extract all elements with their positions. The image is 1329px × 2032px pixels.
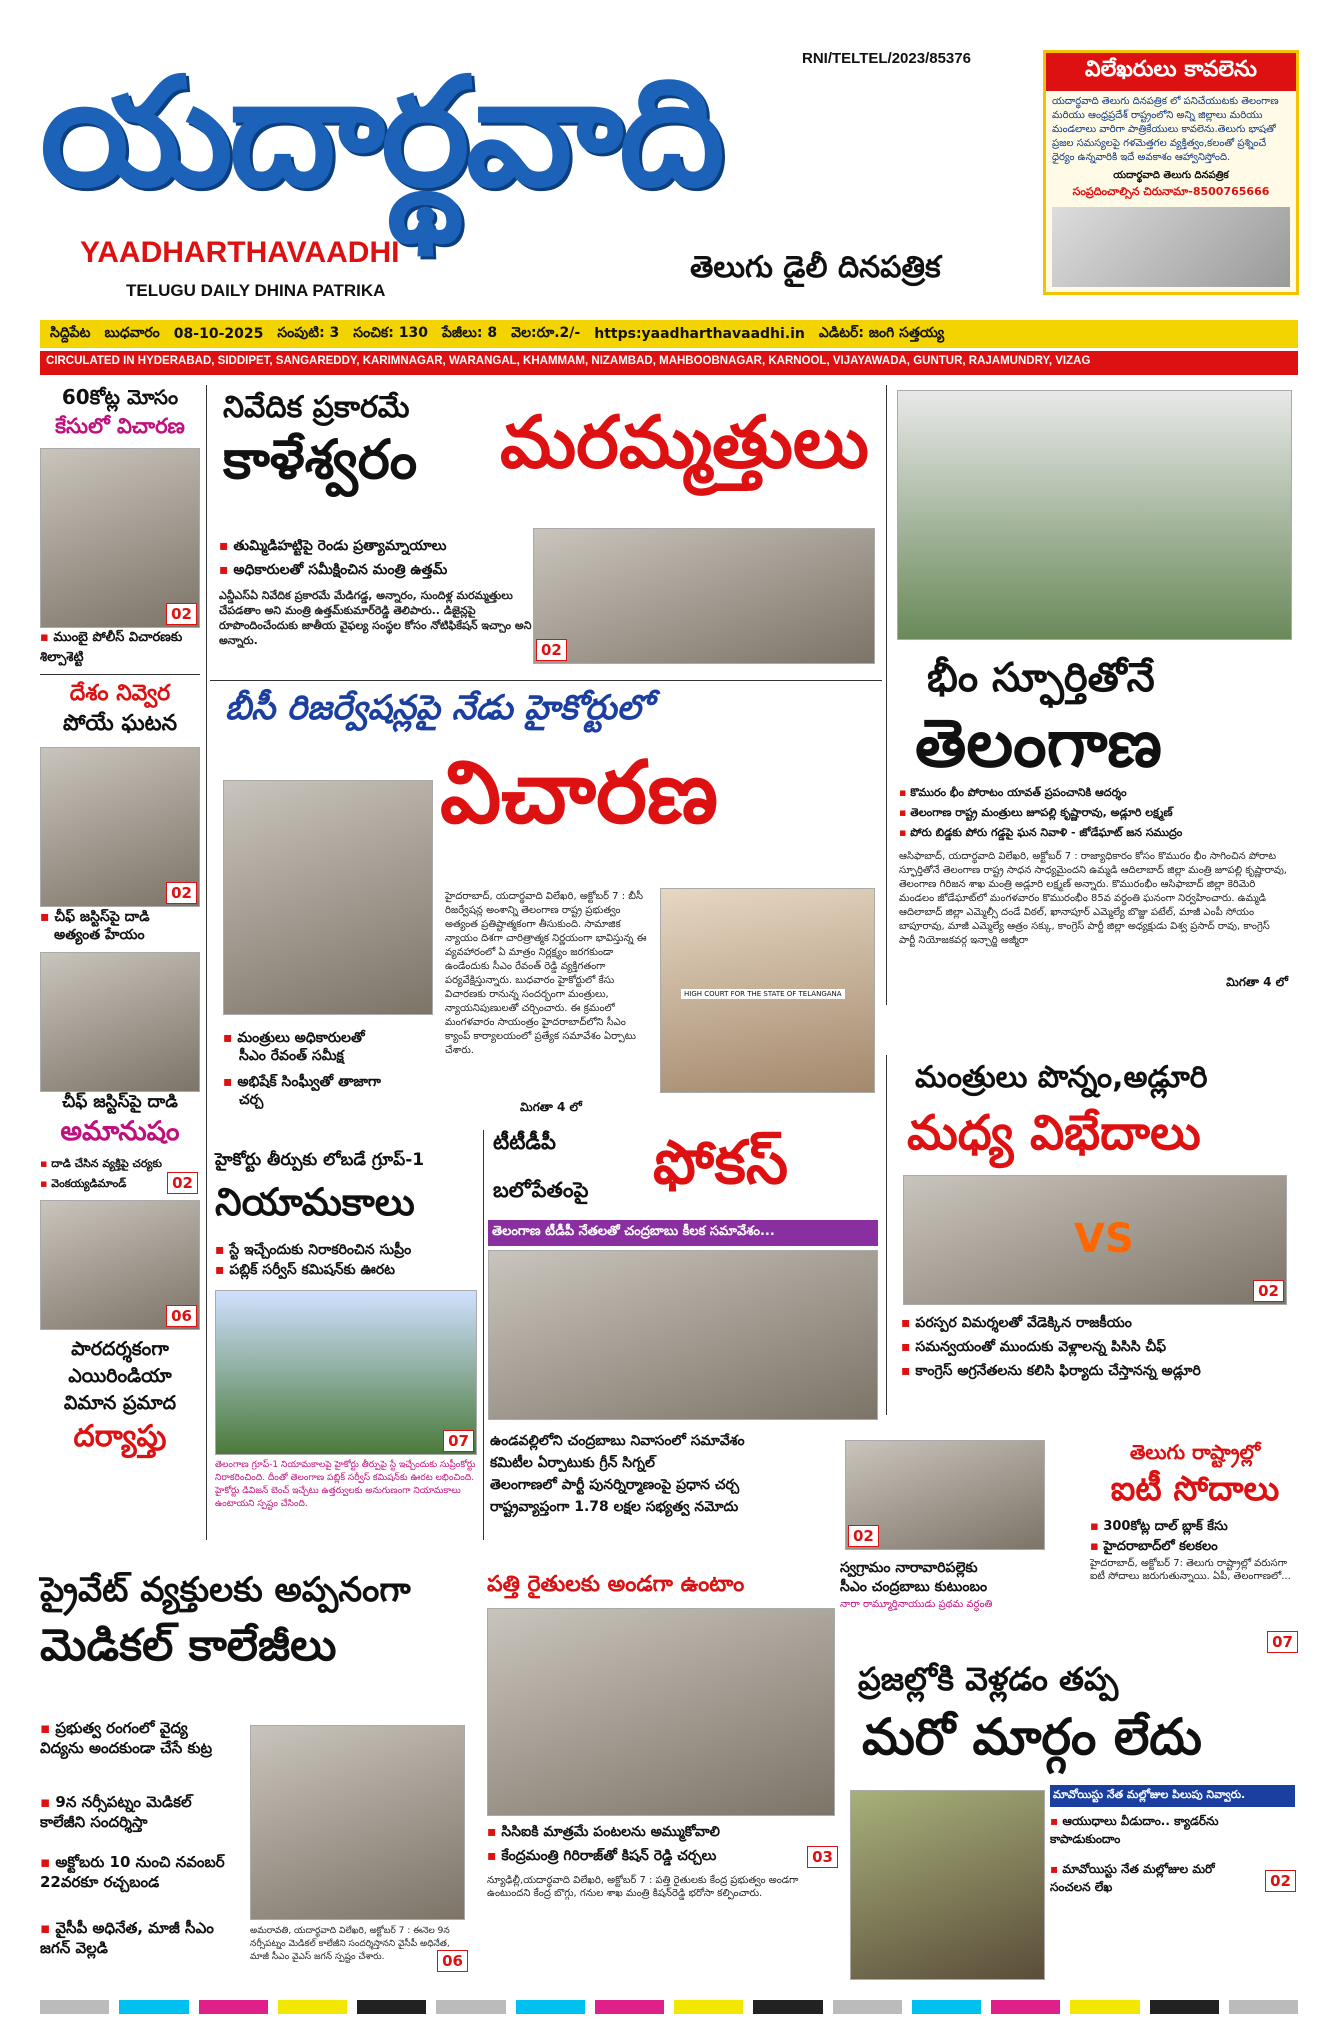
ponnam-b1: ▪ పరస్పర విమర్శలతో వేడెక్కిన రాజకీయం bbox=[901, 1313, 1132, 1333]
s4-head1: పారదర్శకంగా bbox=[71, 1338, 169, 1360]
vs-mark: VS bbox=[1074, 1216, 1134, 1262]
it-story bbox=[1090, 1440, 1300, 1655]
tdp-kicker1: టీటీడీపీ bbox=[493, 1130, 556, 1154]
s4-head4: దర్యాప్తు bbox=[73, 1419, 167, 1454]
bheem-b1: ▪ కొమురం భీం పోరాటం యావత్ ప్రపంచానికి ఆదర్శం bbox=[899, 785, 1127, 801]
it-head1: తెలుగు రాష్ట్రాల్లో bbox=[1129, 1440, 1261, 1464]
bc-bullet2: ▪ అభిషేక్ సింఘ్వీతో తాజాగా bbox=[223, 1072, 433, 1092]
english-subtitle: TELUGU DAILY DHINA PATRIKA bbox=[126, 281, 386, 300]
kaleshwaram-story bbox=[215, 390, 880, 675]
g1-b1: ▪ స్టే ఇచ్చేందుకు నిరాకరించిన సుప్రీం bbox=[215, 1240, 477, 1260]
s2-caption2: అత్యంత హేయం bbox=[54, 927, 145, 943]
s3-caption: చీఫ్ జస్టిస్‌పై దాడి bbox=[62, 1092, 178, 1112]
tdp-meeting-photo bbox=[488, 1250, 878, 1420]
g1-b2: ▪ పబ్లిక్ సర్వీస్ కమిషన్‌కు ఊరట bbox=[215, 1260, 477, 1280]
med-head1: ప్రైవేట్ వ్యక్తులకు అప్పనంగా bbox=[40, 1570, 411, 1610]
high-court-photo bbox=[660, 888, 875, 1093]
medical-story bbox=[40, 1570, 468, 1990]
kal-page: 02 bbox=[536, 639, 567, 661]
court-sign: HIGH COURT FOR THE STATE OF TELANGANA bbox=[681, 989, 845, 999]
g1-page: 07 bbox=[443, 1430, 474, 1452]
group1-story bbox=[215, 1150, 477, 1540]
s4-page: 06 bbox=[166, 1305, 197, 1327]
bheem-head1: భీం స్ఫూర్తితోనే bbox=[927, 655, 1155, 701]
bheem-cont: మిగతా 4 లో bbox=[1226, 975, 1288, 989]
ponnam-head1: మంత్రులు పొన్నం,అడ్లూరి bbox=[915, 1060, 1208, 1095]
reporters-wanted-ad bbox=[1043, 50, 1299, 295]
cotton-b1: ▪ సిసిఐకి మాత్రమే పంటలను అమ్ముకోవాలి bbox=[487, 1822, 720, 1842]
tdp-kicker2: బలోపేతంపై bbox=[493, 1178, 589, 1202]
naravari-photo bbox=[845, 1440, 1045, 1550]
kal-bullet1: ▪ తుమ్మిడిహట్టిపై రెండు ప్రత్యామ్నాయాలు bbox=[219, 536, 519, 556]
bheem-head2: తెలంగాణ bbox=[915, 705, 1162, 782]
rni-number: RNI/TELTEL/2023/85376 bbox=[802, 50, 971, 67]
tdp-story bbox=[488, 1128, 883, 1548]
ponnam-head2: మధ్య విభేదాలు bbox=[907, 1105, 1201, 1161]
med-body: అమరావతి, యదార్థవాది విలేఖరి, అక్టోబర్ 7 : ఈనెల 9న నర్సీపట్నం మెడికల్ కాలేజీని సందర్శిస్తానని వైసీపీ అధినేత, మాజీ సీఎం వైఎస్ జగన్ స్పష్టం చేశారు. bbox=[250, 1926, 450, 1962]
naravari-head2: సీఎం చంద్రబాబు కుటుంబం bbox=[840, 1579, 988, 1595]
s2-head1: దేశం నివ్వెర bbox=[69, 681, 171, 706]
s1-head1: 60కోట్ల మోసం bbox=[61, 385, 179, 409]
naravari-head1: స్వగ్రామం నారావారిపల్లెకు bbox=[840, 1560, 978, 1576]
maoist-page: 02 bbox=[1265, 1870, 1296, 1892]
date: 08-10-2025 bbox=[173, 326, 264, 342]
bc-head1: బీసీ రిజర్వేషన్లపై నేడు హైకోర్టులో bbox=[225, 688, 652, 728]
maoist-b1: ▪ ఆయుధాలు వీడుదాం.. క్యాడర్‌ను కాపాడుకుందాం bbox=[1050, 1812, 1250, 1848]
logo-text: యదార్థవాది bbox=[40, 46, 721, 220]
naravari-sub: నారా రామ్మూర్తినాయుడు ప్రథమ వర్ధంతి bbox=[840, 1599, 993, 1610]
g1-caption: తెలంగాణ గ్రూప్-1 నియామకాలపై హైకోర్టు తీర్పుపై స్టే ఇచ్చేందుకు సుప్రీంకోర్టు నిరాకరించింది. దీంతో తెలంగాణ పబ్లిక్ సర్వీస్ కమిషన్‌కు ఊరట లభించింది. హైకోర్టు డివిజన్ బెంచ్ ఇచ్చేటు ఉత్తర్వులకు అనుగుణంగా నియామకాలు ఉంటాయని స్పష్టం చేసింది. bbox=[215, 1460, 476, 1509]
s4-head2: ఎయిరిండియా bbox=[68, 1365, 172, 1387]
divider bbox=[40, 674, 200, 675]
ad-name: యదార్థవాది తెలుగు దినపత్రిక bbox=[1113, 170, 1229, 181]
it-b1: ▪ 300కోట్ల దాల్ బ్లాక్ కేసు bbox=[1090, 1517, 1300, 1537]
s2-caption1: ▪ చీఫ్ జస్టిస్‌పై దాడి bbox=[40, 907, 200, 927]
ad-heading: విలేఖరులు కావలెను bbox=[1046, 53, 1296, 91]
kal-head-red: మరమ్మత్తులు bbox=[500, 400, 869, 484]
s4-head3: విమాన ప్రమాద bbox=[63, 1392, 177, 1414]
it-b2: ▪ హైదరాబాద్‌లో కలకలం bbox=[1090, 1537, 1300, 1557]
tdp-l1: ఉండవల్లిలోని చంద్రబాబు నివాసంలో సమావేశం bbox=[490, 1433, 745, 1449]
s3-bullet2: ▪ వెంకయ్యడిమాండ్ bbox=[40, 1174, 200, 1194]
bc-story bbox=[215, 688, 880, 1118]
bheem-story bbox=[886, 385, 1298, 1005]
s1-head2: కేసులో విచారణ bbox=[55, 414, 185, 438]
tdp-l4: రాష్ట్రవ్యాప్తంగా 1.78 లక్షల సభ్యత్వ నమోదు bbox=[490, 1499, 739, 1515]
bheem-photo bbox=[897, 390, 1292, 640]
editor: ఎడిటర్: జంగి సత్తయ్య bbox=[818, 324, 945, 341]
issue: సంచిక: 130 bbox=[353, 324, 428, 341]
s1-caption: ▪ ముంబై పోలీస్ విచారణకు శిల్పాశెట్టి bbox=[40, 628, 200, 668]
price: వెల:రూ.2/- bbox=[511, 324, 581, 341]
kal-bullet2: ▪ అధికారులతో సమీక్షించిన మంత్రి ఉత్తమ్ bbox=[219, 560, 539, 580]
left-column bbox=[40, 385, 200, 1540]
bc-head2: విచారణ bbox=[440, 743, 719, 843]
cotton-body: న్యూఢిల్లీ,యదార్థవాది విలేఖరి, అక్టోబర్ 7 : పత్తి రైతులకు కేంద్ర ప్రభుత్వం అండగా ఉంటుందని కేంద్ర బొగ్గు, గనుల శాఖ మంత్రి కిషన్‌రెడ్డి భరోసా కల్పించారు. bbox=[487, 1875, 799, 1899]
cotton-story bbox=[482, 1572, 840, 1992]
ad-contact: సంప్రదించాల్సిన చిరునామా-8500765666 bbox=[1072, 185, 1270, 198]
cotton-b2: ▪ కేంద్రమంత్రి గిరిరాజ్‌తో కిషన్ రెడ్డి చర్చలు bbox=[487, 1846, 716, 1866]
pages: పేజీలు: 8 bbox=[441, 324, 498, 341]
revanth-photo bbox=[223, 780, 433, 1015]
maoist-head1: ప్రజల్లోకి వెళ్లడం తప్ప bbox=[858, 1660, 1119, 1698]
ad-image bbox=[1052, 207, 1290, 287]
ponnam-page: 02 bbox=[1253, 1280, 1284, 1302]
bheem-b3: ▪ పోరు బిడ్డకు పోరు గడ్డపై ఘన నివాళి - జోడేఘాట్ జన సముద్రం bbox=[899, 825, 1182, 841]
bheem-body: ఆసిఫాబాద్, యదార్థవాది విలేఖరి, అక్టోబర్ 7 : రాజ్యాధికారం కోసం కొమురం భీం సాగించిన పోరాట స్ఫూర్తితోనే తెలంగాణ రాష్ట్ర సాధన సాధ్యమైందని ఉమ్మడి ఆదిలాబాద్ జిల్లా మంత్రి జూపల్లి కృష్ణారావు, తెలంగాణ గిరిజన శాఖ మంత్రి అడ్లూరి లక్ష్మణ్ అన్నారు. కొమురంభీం ఆసిఫాబాద్ జిల్లా కెరిమెరి మండలం జోడేఘాట్‌లో మంగళవారం కొమురంభీం 85వ వర్ధంతి ఘనంగా నిర్వహించారు. ఉమ్మడి ఆదిలాబాద్ జిల్లా ఎమ్మెల్సీ దండే విఠల్, ఖానాపూర్ ఎమ్మెల్యే బొజ్జు పటేల్, మాజీ ఎంపీ సోయం బాపూరావు, మాజీ ఎమ్మెల్యే ఆత్రం సక్కు, కాంగ్రెస్ పార్టీ జిల్లా అధ్యక్షుడు విశ్వ ప్రసాద్ రావు, కాంగ్రెస్ పార్టీ నియోజకవర్గ ఇన్చార్జి అజ్మీరా bbox=[899, 851, 1287, 946]
place: సిద్దిపేట bbox=[50, 324, 91, 341]
kal-head: కాళేశ్వరం bbox=[223, 428, 418, 491]
s3-bullet1: ▪ దాడి చేసిన వ్యక్తిపై చర్యకు bbox=[40, 1154, 200, 1174]
naravari-page: 02 bbox=[848, 1525, 879, 1547]
s3-page: 02 bbox=[167, 1172, 198, 1194]
color-registration-bar bbox=[40, 2000, 1298, 2014]
day: బుధవారం bbox=[104, 324, 160, 341]
cotton-page: 03 bbox=[807, 1846, 838, 1868]
med-b3: ▪ అక్టోబరు 10 నుంచి నవంబర్ 22వరకూ రచ్చబండ bbox=[40, 1852, 235, 1892]
kal-meeting-photo bbox=[533, 528, 875, 664]
med-head2: మెడికల్ కాలేజీలు bbox=[40, 1620, 337, 1671]
ponnam-story bbox=[886, 1055, 1298, 1415]
med-b4: ▪ వైసీపీ అధినేత, మాజీ సీఎం జగన్ వెల్లడి bbox=[40, 1918, 235, 1958]
ponnam-b2: ▪ సమన్వయంతో ముందుకు వెళ్లాలన్న పిసిసి చీఫ్ bbox=[901, 1337, 1166, 1357]
volume: సంపుటి: 3 bbox=[277, 324, 340, 341]
issue-info-bar bbox=[40, 320, 1298, 348]
ad-text: యదార్థవాది తెలుగు దినపత్రిక లో పనిచేయుటకు తెలంగాణ మరియు ఆంధ్రప్రదేశ్ రాష్ట్రంలోని అన్ని జిల్లాలు మరియు మండలాలు వారిగా పాత్రికేయులు కావలెను.తెలుగు భాషతో ప్రజల సమస్యలపై గళమెత్తగల వ్యక్తిత్వం,కలంతో ప్రశ్నించే ధైర్యం ఉన్నవారికి ఇదే అవకాశం ఆహ్వానిస్తోంది. bbox=[1052, 96, 1279, 163]
s2-page: 02 bbox=[166, 882, 197, 904]
masthead-logo bbox=[40, 48, 780, 238]
tdp-l3: తెలంగాణలో పార్టీ పునర్నిర్మాణంపై ప్రధాన చర్చ bbox=[490, 1477, 740, 1493]
s1-page: 02 bbox=[166, 603, 197, 625]
ponnam-b3: ▪ కాంగ్రెస్ అగ్రనేతలను కలిసి ఫిర్యాదు చేస్తానన్న అడ్లూరి bbox=[901, 1361, 1201, 1381]
cotton-photo bbox=[487, 1608, 835, 1816]
venkaiah-photo bbox=[40, 952, 200, 1092]
bc-cont: మిగతా 4 లో bbox=[520, 1100, 582, 1114]
hrule bbox=[210, 680, 882, 681]
naravari-text bbox=[840, 1560, 1045, 1612]
maoist-b2: ▪ మావోయిస్టు నేత మల్లోజుల మరో సంచలన లేఖ bbox=[1050, 1860, 1250, 1896]
english-name: YAADHARTHAVAADHI bbox=[80, 236, 400, 269]
it-page: 07 bbox=[1267, 1631, 1298, 1653]
maoist-story bbox=[850, 1660, 1298, 1990]
s3-head: అమానుషం bbox=[60, 1116, 180, 1147]
bheem-b2: ▪ తెలంగాణ రాష్ట్ర మంత్రులు జూపల్లి కృష్ణారావు, అడ్లూరి లక్ష్మణ్ bbox=[899, 805, 1173, 821]
website-link[interactable]: https:yaadharthavaadhi.in bbox=[594, 326, 805, 342]
column-rule bbox=[483, 1130, 484, 1540]
tdp-l2: కమిటీల ఏర్పాటుకు గ్రీన్ సిగ్నల్ bbox=[490, 1455, 655, 1471]
it-head2: ఐటీ సోదాలు bbox=[1110, 1469, 1280, 1509]
jagan-photo bbox=[250, 1725, 465, 1920]
bc-bullet1: ▪ మంత్రులు అధికారులతో bbox=[223, 1028, 433, 1048]
kal-body: ఎన్డీఎస్ఏ నివేదిక ప్రకారమే మేడిగడ్డ, అన్నారం, సుందిళ్ల మరమ్మత్తులు చేపడతాం అని మంత్రి ఉత్తమ్‌కుమార్‌రెడ్డి తెలిపారు.. డిజైన్లపై రూపొందించేందుకు జాతీయ వైఫల్య సంస్థల కోసం నోటిఫికేషన్ ఇచ్చాం అని అన్నారు. bbox=[219, 589, 532, 647]
bc-bullet1b: సీఎం రేవంత్ సమీక్ష bbox=[239, 1048, 344, 1064]
med-page: 06 bbox=[437, 1950, 468, 1972]
g1-kicker: హైకోర్టు తీర్పుకు లోబడే గ్రూప్-1 bbox=[215, 1150, 425, 1170]
g1-head: నియామకాలు bbox=[215, 1180, 415, 1224]
s2-head2: పోయే ఘటన bbox=[62, 711, 178, 736]
kal-kicker: నివేదిక ప్రకారమే bbox=[223, 390, 410, 425]
tdp-strap: తెలంగాణ టీడీపీ నేతలతో చంద్రబాబు కీలక సమావేశం... bbox=[488, 1220, 878, 1246]
column-rule bbox=[206, 385, 207, 1540]
minister-photo bbox=[40, 1200, 200, 1330]
cotton-head: పత్తి రైతులకు అండగా ఉంటాం bbox=[487, 1572, 745, 1597]
circulation-bar: CIRCULATED IN HYDERABAD, SIDDIPET, SANGAREDDY, KARIMNAGAR, WARANGAL, KHAMMAM, NIZAMBAD, MAHBOOBNAGAR, KARNOOL, VIJAYAWADA, GUNTUR, RAJAMUNDRY, VIZAG bbox=[40, 351, 1298, 375]
maoist-photo bbox=[850, 1790, 1045, 1980]
ponnam-photo bbox=[903, 1175, 1287, 1305]
telugu-tagline: తెలుగు డైలీ దినపత్రిక bbox=[690, 250, 941, 285]
shilpa-photo bbox=[40, 448, 200, 628]
med-b2: ▪ 9న నర్సీపట్నం మెడికల్ కాలేజీని సందర్శిస్తా bbox=[40, 1792, 235, 1832]
bc-bullet2b: చర్చ bbox=[239, 1092, 264, 1108]
tdp-head: ఫోకస్ bbox=[653, 1128, 788, 1198]
bc-body: హైదరాబాద్, యదార్థవాది విలేఖరి, అక్టోబర్ 7 : బీసీ రిజర్వేషన్ల అంశాన్ని తెలంగాణ రాష్ట్ర ప్రభుత్వం అత్యంత ప్రతిష్టాత్మకంగా తీసుకుంది. సామాజిక న్యాయం దిశగా చారిత్రాత్మక నిర్ణయంగా భావిస్తున్న ఈ వ్యవహారంలో ఏ మాత్రం నిర్లక్ష్యం జరగకుండా ఉండేందుకు సీఎం రేవంత్ రెడ్డి వ్యక్తిగతంగా పర్యవేక్షిస్తున్నారు. బుధవారం హైకోర్టులో కేసు విచారణకు రానున్న సందర్భంగా మంత్రులు, న్యాయనిపుణులతో చర్చించారు. ఈ క్రమంలో మంగళవారం సాయంత్రం హైదరాబాద్‌లోని సీఎం క్యాంప్ కార్యాలయంలో ప్రత్యేక సమావేశం ఏర్పాటు చేశారు. bbox=[445, 891, 647, 1056]
it-body: హైదరాబాద్, అక్టోబర్ 7: తెలుగు రాష్ట్రాల్లో వరుసగా ఐటీ సోదాలు జరుగుతున్నాయి. ఏపీ, తెలంగాణలో... bbox=[1090, 1558, 1291, 1582]
supreme-court-photo bbox=[215, 1290, 477, 1455]
maoist-strap: మావోయిస్టు నేత మల్లోజుల పిలుపు నివ్వారు. bbox=[1050, 1785, 1295, 1807]
med-b1: ▪ ప్రభుత్వ రంగంలో వైద్య విద్యను అందకుండా చేసే కుట్ర bbox=[40, 1718, 235, 1758]
justice-photo bbox=[40, 747, 200, 907]
maoist-head2: మరో మార్గం లేదు bbox=[862, 1708, 1202, 1766]
